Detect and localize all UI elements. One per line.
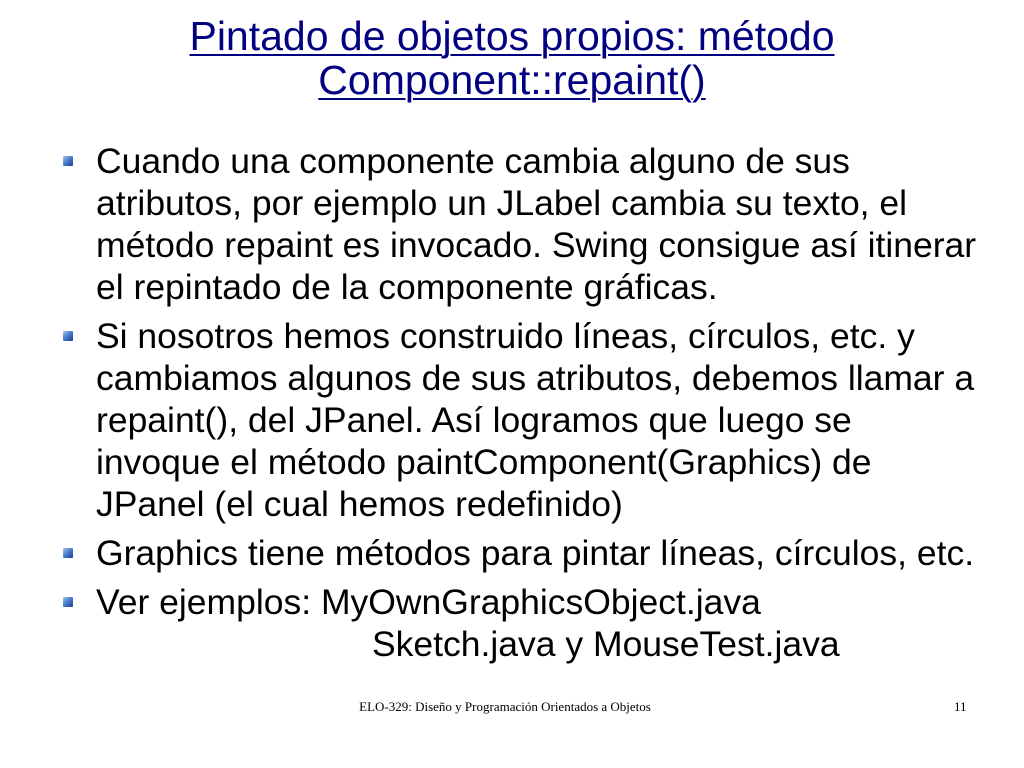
title-line-1: Pintado de objetos propios: método xyxy=(189,13,835,59)
square-bullet-icon xyxy=(63,156,73,166)
bullet-text-continuation: Sketch.java y MouseTest.java xyxy=(372,624,840,664)
title-line-2: Component::repaint() xyxy=(318,57,706,103)
bullet-text: Si nosotros hemos construido líneas, círculos, etc. y cambiamos algunos de sus atributos, debemos llamar a repaint(), del JPanel. Así logramos que luego se invoque el método paintComponent(Graphics) de JPanel (el cual hemos redefinido) xyxy=(96,316,975,524)
bullet-item xyxy=(0,315,1024,525)
bullet-text-line: Ver ejemplos: MyOwnGraphicsObject.java xyxy=(96,582,761,622)
page-number: 11 xyxy=(954,699,967,714)
bullet-item xyxy=(0,581,1024,665)
footer-text: ELO-329: Diseño y Programación Orientados a Objetos xyxy=(359,699,651,714)
slide-title xyxy=(0,14,1024,102)
bullet-text: Cuando una componente cambia alguno de sus atributos, por ejemplo un JLabel cambia su texto, el método repaint es invocado. Swing consigue así itinerar el repintado de la componente gráficas. xyxy=(96,141,977,307)
bullet-text xyxy=(96,581,984,665)
square-bullet-icon xyxy=(63,597,73,607)
square-bullet-icon xyxy=(63,548,73,558)
bullet-list xyxy=(0,140,1024,672)
bullet-item xyxy=(0,532,1024,574)
bullet-item xyxy=(0,140,1024,308)
square-bullet-icon xyxy=(63,331,73,341)
bullet-text: Graphics tiene métodos para pintar líneas, círculos, etc. xyxy=(96,533,975,573)
